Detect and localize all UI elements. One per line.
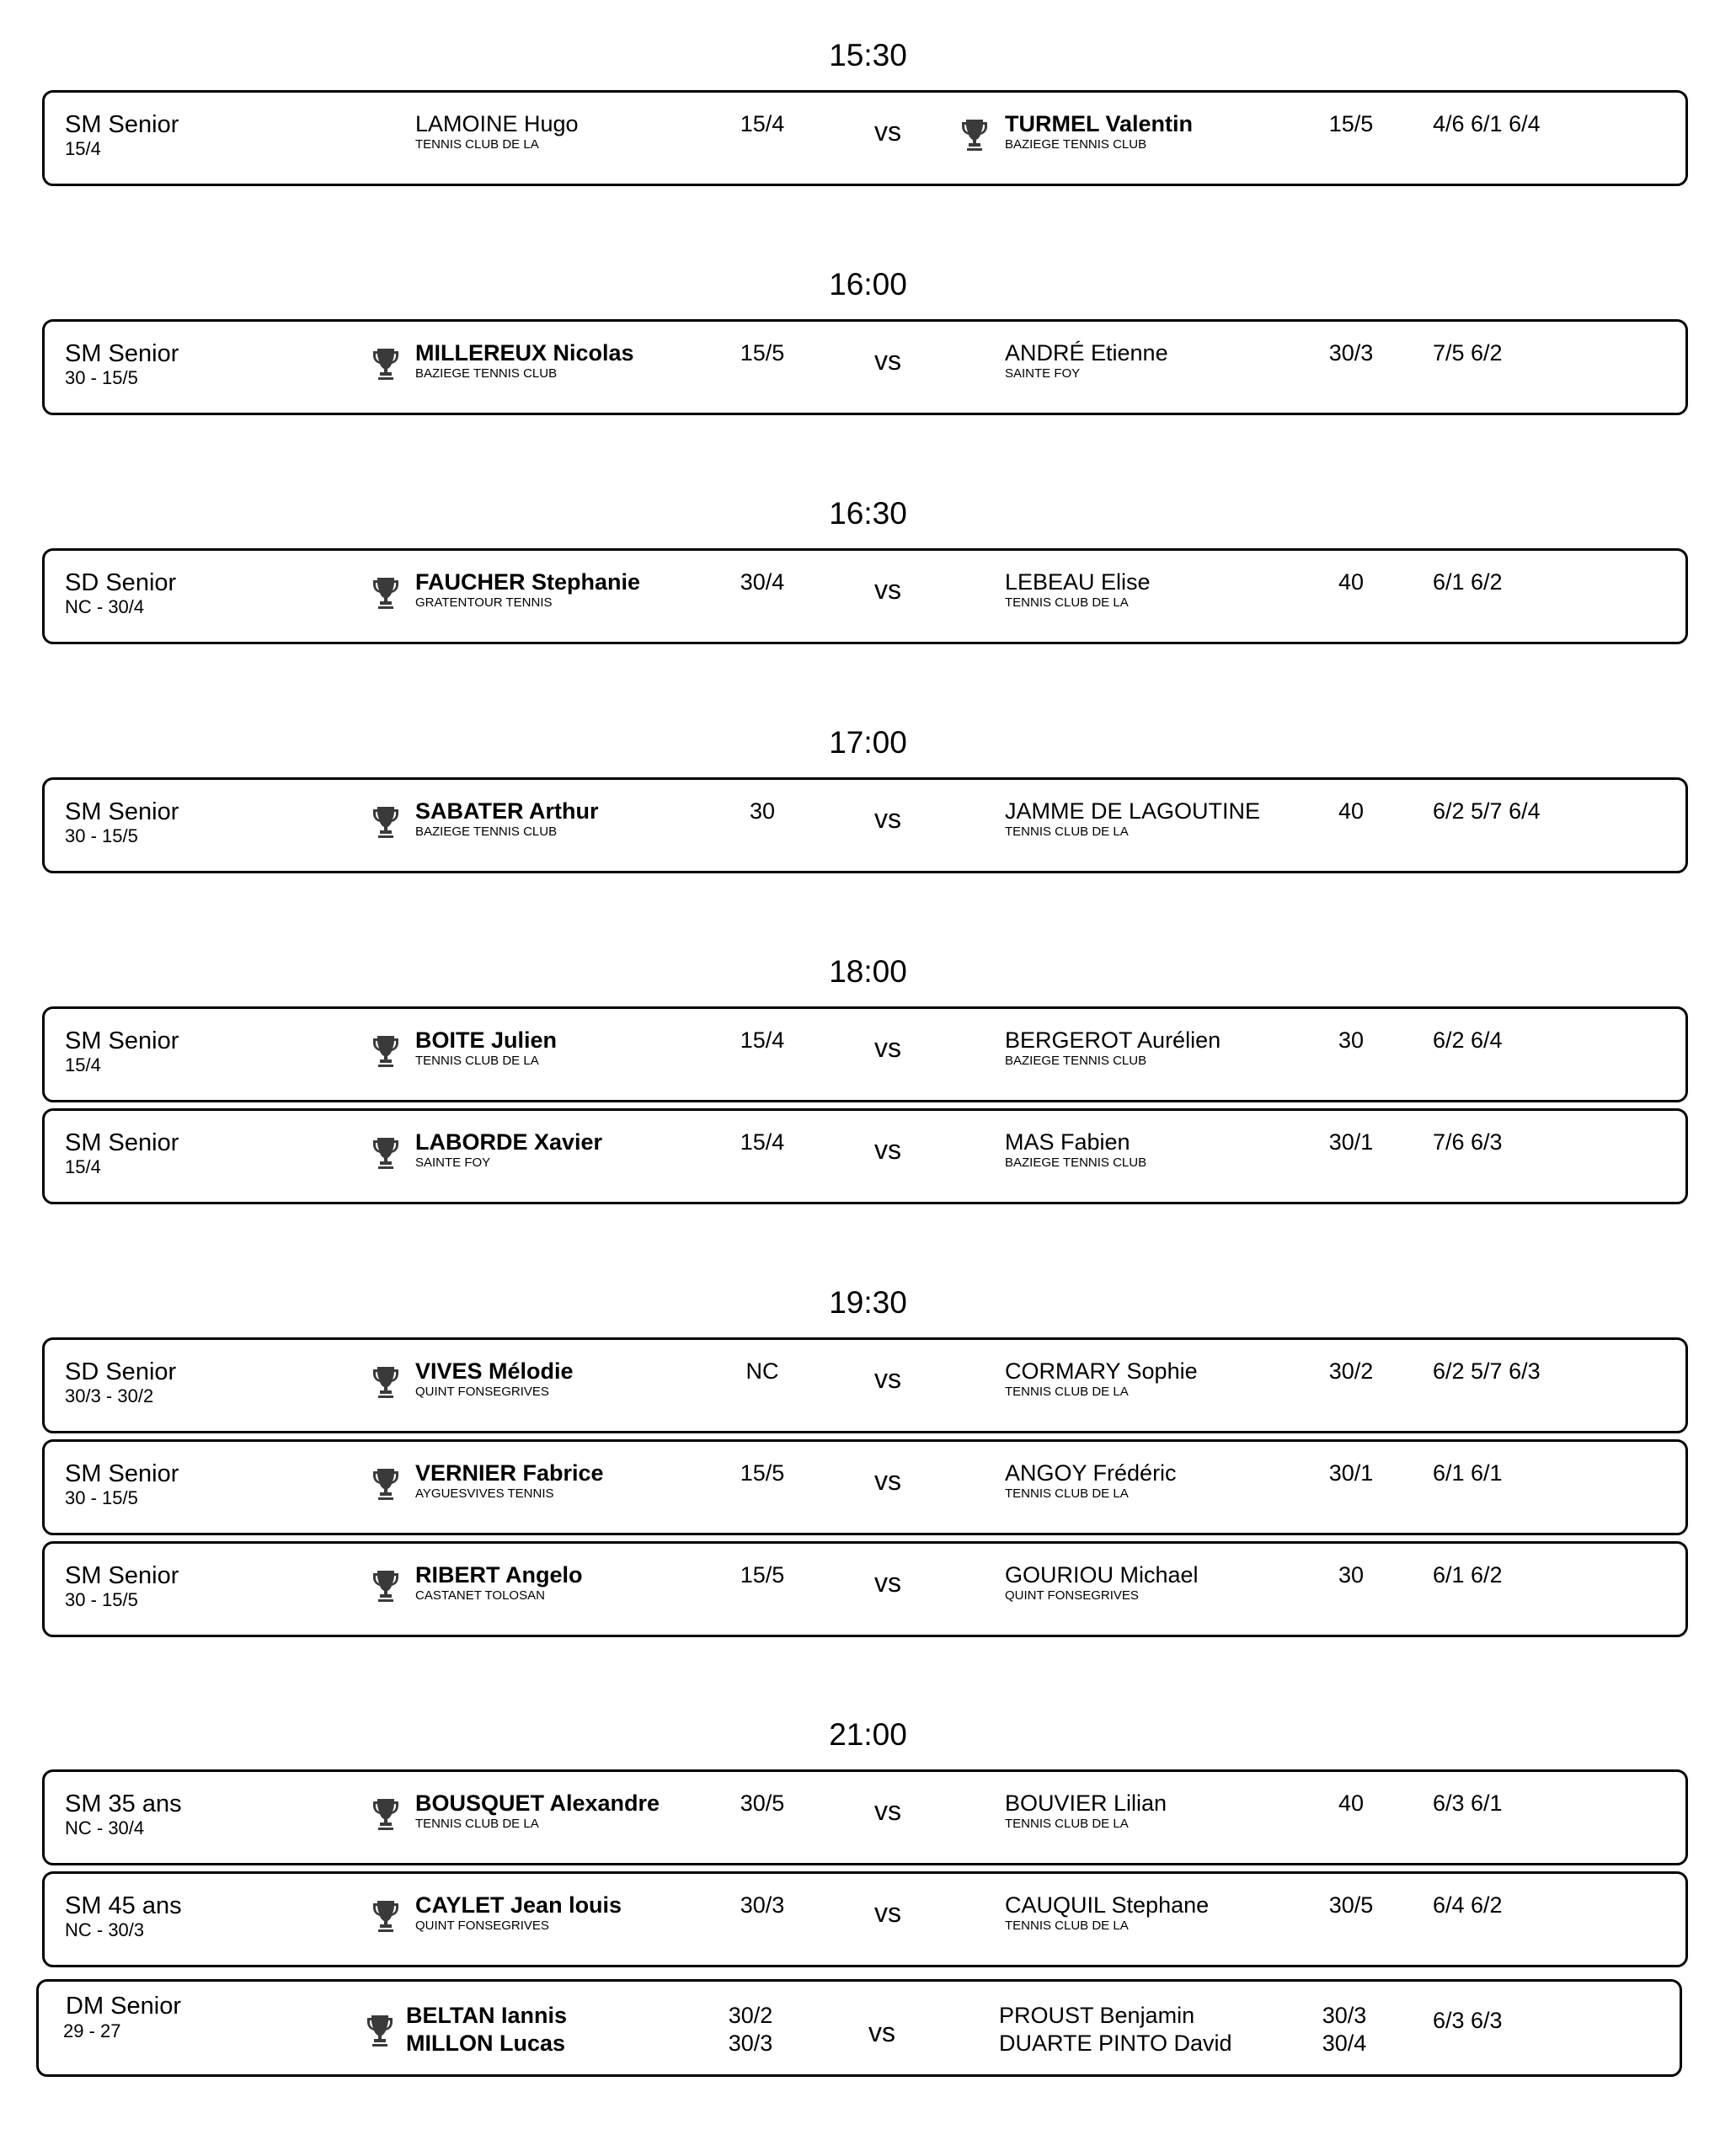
player1-name: VERNIER Fabrice: [415, 1460, 604, 1486]
vs-label: vs: [874, 1567, 901, 1598]
player2-club: TENNIS CLUB DE LA: [1005, 595, 1129, 610]
player2-name: CAUQUIL Stephane: [1005, 1892, 1210, 1918]
player1-name: MILLEREUX Nicolas: [415, 340, 634, 366]
player1-rank: 15/4: [740, 111, 785, 136]
player1-name: RIBERT Angelo: [415, 1562, 583, 1588]
player2-rank: 30/2: [1328, 1358, 1374, 1384]
player2-club: TENNIS CLUB DE LA: [1005, 1919, 1129, 1933]
match-score: 6/2 6/4: [1433, 1027, 1503, 1053]
player1-name: BOUSQUET Alexandre: [415, 1790, 660, 1816]
vs-label: vs: [874, 1465, 901, 1496]
match-category: SM 35 ans: [65, 1790, 182, 1817]
match-card[interactable]: [42, 319, 1688, 415]
trophy-icon: [371, 1899, 400, 1933]
match-category: SM Senior: [65, 111, 179, 138]
player1-name: SABATER Arthur: [415, 798, 599, 824]
trophy-icon: [371, 1467, 400, 1501]
trophy-icon: [371, 1034, 400, 1068]
match-category: SD Senior: [65, 569, 177, 596]
trophy-icon: [371, 1365, 400, 1399]
trophy-icon: [366, 2014, 394, 2047]
player2-name: GOURIOU Michael: [1005, 1562, 1199, 1588]
ranking-range: 30/3 - 30/2: [65, 1385, 154, 1406]
ranking-range: NC - 30/4: [65, 596, 145, 617]
trophy-icon: [371, 1569, 400, 1603]
player1-rank: 15/5: [740, 1460, 785, 1486]
trophy-icon: [371, 576, 400, 610]
ranking-range: 15/4: [65, 1054, 101, 1075]
player1-rank: 15/5: [740, 1562, 785, 1588]
player2-rank: 30/3: [1328, 340, 1374, 366]
team1-player1-name: BELTAN Iannis: [406, 2003, 568, 2028]
player1-club: QUINT FONSEGRIVES: [415, 1919, 549, 1933]
match-score: 6/1 6/2: [1433, 569, 1503, 595]
time-slot-heading: 16:30: [829, 496, 907, 531]
player1-rank: 30/4: [740, 569, 785, 595]
team2-player2-name: DUARTE PINTO David: [999, 2031, 1232, 2056]
match-category: SM Senior: [65, 798, 179, 825]
player1-rank: 30/5: [740, 1790, 785, 1816]
player1-name: LAMOINE Hugo: [415, 111, 579, 136]
time-slot-heading: 21:00: [829, 1717, 907, 1752]
match-category: SD Senior: [65, 1358, 177, 1385]
vs-label: vs: [874, 1897, 901, 1928]
match-score: 6/2 5/7 6/4: [1433, 798, 1541, 824]
player2-name: ANDRÉ Etienne: [1005, 340, 1168, 366]
match-card[interactable]: [42, 1337, 1688, 1433]
player2-club: TENNIS CLUB DE LA: [1005, 1817, 1129, 1831]
ranking-range: 30 - 15/5: [65, 367, 138, 388]
ranking-range: NC - 30/4: [65, 1817, 145, 1838]
ranking-range: 30 - 15/5: [65, 825, 138, 846]
trophy-icon: [371, 347, 400, 381]
player1-club: GRATENTOUR TENNIS: [415, 595, 553, 610]
match-card[interactable]: [42, 777, 1688, 873]
vs-label: vs: [874, 1796, 901, 1826]
player2-name: TURMEL Valentin: [1005, 111, 1194, 136]
vs-label: vs: [874, 116, 901, 147]
match-score: 7/6 6/3: [1433, 1129, 1503, 1155]
time-slot-heading: 18:00: [829, 954, 907, 989]
player2-rank: 40: [1338, 569, 1365, 595]
player1-club: QUINT FONSEGRIVES: [415, 1385, 549, 1399]
match-score: 6/2 5/7 6/3: [1433, 1358, 1541, 1384]
ranking-range: NC - 30/3: [65, 1919, 145, 1940]
doubles-match-card[interactable]: [36, 1979, 1682, 2077]
match-category: SM Senior: [65, 1027, 179, 1054]
player1-club: CASTANET TOLOSAN: [415, 1588, 545, 1603]
player2-rank: 40: [1338, 798, 1365, 824]
match-category: DM Senior: [66, 1993, 181, 2020]
player2-club: BAZIEGE TENNIS CLUB: [1005, 1054, 1147, 1068]
time-slot-heading: 16:00: [829, 267, 907, 302]
player1-name: BOITE Julien: [415, 1027, 558, 1053]
time-slot-heading: 17:00: [829, 725, 907, 760]
player2-club: TENNIS CLUB DE LA: [1005, 825, 1129, 839]
vs-label: vs: [874, 574, 901, 605]
player1-club: TENNIS CLUB DE LA: [415, 1054, 539, 1068]
team2-player1-name: PROUST Benjamin: [999, 2003, 1195, 2028]
player1-rank: 15/5: [740, 340, 785, 366]
match-score: 6/1 6/2: [1433, 1562, 1503, 1588]
player2-club: TENNIS CLUB DE LA: [1005, 1385, 1129, 1399]
match-card[interactable]: [42, 1871, 1688, 1967]
match-category: SM Senior: [65, 340, 179, 367]
player2-rank: 40: [1338, 1790, 1365, 1816]
player1-rank: NC: [745, 1358, 779, 1384]
match-score: 7/5 6/2: [1433, 340, 1503, 366]
player1-club: TENNIS CLUB DE LA: [415, 137, 539, 152]
match-card[interactable]: [42, 1108, 1688, 1204]
player2-name: MAS Fabien: [1005, 1129, 1130, 1155]
player2-club: BAZIEGE TENNIS CLUB: [1005, 137, 1147, 152]
player2-name: ANGOY Frédéric: [1005, 1460, 1177, 1486]
trophy-icon: [371, 805, 400, 839]
vs-label: vs: [874, 345, 901, 376]
team1-player2-rank: 30/3: [728, 2031, 773, 2056]
player1-name: VIVES Mélodie: [415, 1358, 574, 1384]
match-card[interactable]: [42, 548, 1688, 644]
match-score: 6/1 6/1: [1433, 1460, 1503, 1486]
team2-player2-rank: 30/4: [1322, 2031, 1367, 2056]
time-slot-heading: 19:30: [829, 1285, 907, 1320]
team1-player1-rank: 30/2: [728, 2003, 773, 2028]
player2-rank: 30/5: [1328, 1892, 1374, 1918]
player2-rank: 15/5: [1328, 111, 1374, 136]
player1-rank: 30: [749, 798, 776, 824]
player2-club: BAZIEGE TENNIS CLUB: [1005, 1155, 1147, 1170]
player2-name: BOUVIER Lilian: [1005, 1790, 1167, 1816]
player2-name: BERGEROT Aurélien: [1005, 1027, 1221, 1053]
team2-player1-rank: 30/3: [1322, 2003, 1367, 2028]
player1-club: SAINTE FOY: [415, 1155, 491, 1170]
ranking-range: 30 - 15/5: [65, 1487, 138, 1508]
player1-club: TENNIS CLUB DE LA: [415, 1817, 539, 1831]
player2-name: CORMARY Sophie: [1005, 1358, 1198, 1384]
player1-club: BAZIEGE TENNIS CLUB: [415, 366, 558, 381]
player2-rank: 30/1: [1328, 1129, 1374, 1155]
player2-club: TENNIS CLUB DE LA: [1005, 1486, 1129, 1501]
trophy-icon: [371, 1136, 400, 1170]
player2-name: JAMME DE LAGOUTINE: [1005, 798, 1261, 824]
player1-name: LABORDE Xavier: [415, 1129, 603, 1155]
match-category: SM Senior: [65, 1129, 179, 1156]
match-score: 4/6 6/1 6/4: [1433, 111, 1541, 136]
ranking-range: 15/4: [65, 138, 101, 159]
ranking-range: 29 - 27: [63, 2020, 121, 2041]
player1-club: BAZIEGE TENNIS CLUB: [415, 825, 558, 839]
player1-club: AYGUESVIVES TENNIS: [415, 1486, 554, 1501]
match-score: 6/3 6/1: [1433, 1790, 1503, 1816]
player1-rank: 15/4: [740, 1129, 785, 1155]
player2-rank: 30: [1338, 1027, 1365, 1053]
match-card[interactable]: [42, 1541, 1688, 1637]
match-category: SM Senior: [65, 1562, 179, 1589]
player1-rank: 30/3: [740, 1892, 785, 1918]
trophy-icon: [960, 118, 989, 152]
player2-club: QUINT FONSEGRIVES: [1005, 1588, 1139, 1603]
player2-club: SAINTE FOY: [1005, 366, 1081, 381]
match-score: 6/4 6/2: [1433, 1892, 1503, 1918]
vs-label: vs: [874, 1033, 901, 1063]
vs-label: vs: [874, 1134, 901, 1165]
player2-name: LEBEAU Elise: [1005, 569, 1151, 595]
time-slot-heading: 15:30: [829, 38, 907, 72]
vs-label: vs: [874, 1364, 901, 1394]
ranking-range: 30 - 15/5: [65, 1589, 138, 1610]
ranking-range: 15/4: [65, 1156, 101, 1177]
match-score: 6/3 6/3: [1433, 2008, 1503, 2033]
match-category: SM 45 ans: [65, 1892, 182, 1919]
player1-rank: 15/4: [740, 1027, 785, 1053]
trophy-icon: [371, 1797, 400, 1831]
match-card[interactable]: [42, 1439, 1688, 1535]
match-card[interactable]: [42, 1769, 1688, 1865]
match-card[interactable]: [42, 1006, 1688, 1102]
player1-name: CAYLET Jean louis: [415, 1892, 622, 1918]
vs-label: vs: [874, 803, 901, 834]
match-card[interactable]: [42, 90, 1688, 186]
vs-label: vs: [868, 2017, 895, 2047]
team1-player2-name: MILLON Lucas: [406, 2031, 566, 2056]
player2-rank: 30/1: [1328, 1460, 1374, 1486]
match-category: SM Senior: [65, 1460, 179, 1487]
player1-name: FAUCHER Stephanie: [415, 569, 641, 595]
player2-rank: 30: [1338, 1562, 1365, 1588]
